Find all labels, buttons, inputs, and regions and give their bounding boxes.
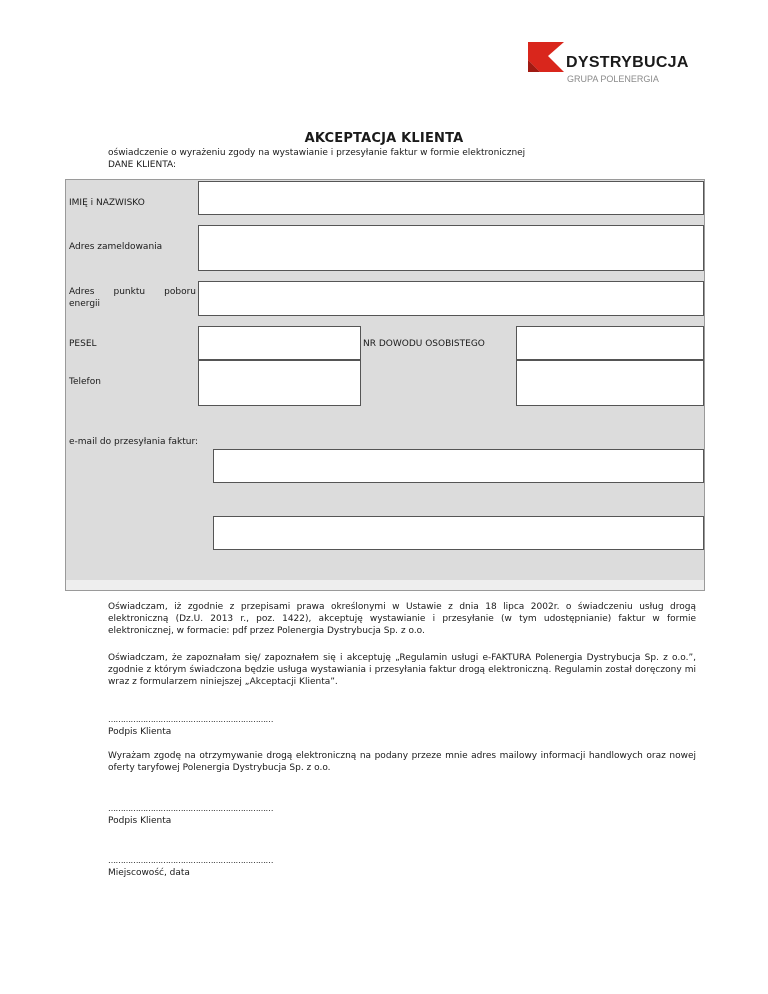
statement-regulations: Oświadczam, że zapoznałam się/ zapoznałem się i akceptuję „Regulamin usługi e-FAKTURA Polenergia Dystrybucja Sp. z o.o.”, zgodnie z którym świadczona będzie usługa wystawiania i przesyłania faktur drogą elektroniczną. Regulamin został doręczony mi wraz z formularzem niniejszej „Akceptacji Klienta”. <box>108 653 696 687</box>
pod-label-line: energii <box>69 299 101 309</box>
place-date-label: Miejscowość, data <box>108 868 190 878</box>
pesel-label: PESEL <box>69 339 97 349</box>
pod-label-line: Adres punktu poboru <box>69 287 196 297</box>
logo-name: DYSTRYBUCJA <box>566 54 689 71</box>
intro-text <box>108 147 525 171</box>
statement-marketing-consent: Wyrażam zgodę na otrzymywanie drogą elektroniczną na podany przeze mnie adres mailowy informacji handlowych oraz nowej oferty taryfowej Polenergia Dystrybucja Sp. z o.o. <box>108 751 696 773</box>
phone-extra-field[interactable] <box>516 360 704 406</box>
signature-line: ………………………………………………………… <box>108 804 273 813</box>
logo-mark-icon <box>528 42 568 86</box>
intro-line: oświadczenie o wyrażeniu zgody na wystawianie i przesyłanie faktur w formie elektronicznej <box>108 148 526 158</box>
page-title: AKCEPTACJA KLIENTA <box>304 131 464 146</box>
signature-label: Podpis Klienta <box>108 727 172 737</box>
name-label: IMIĘ i NAZWISKO <box>69 198 145 208</box>
pesel-field[interactable] <box>198 326 361 360</box>
statement-e-invoice-consent: Oświadczam, iż zgodnie z przepisami prawa określonymi w Ustawie z dnia 18 lipca 2002r. o świadczeniu usług drogą elektroniczną (Dz.U. 2013 r., poz. 1422), akceptuję wystawianie i przesyłanie (w tym udostępnianie) faktur w formie elektronicznej, w formacie: pdf przez Polenergia Dystrybucja Sp. z o.o. <box>108 602 696 636</box>
pod-label <box>69 286 196 310</box>
panel-bottom-strip <box>66 580 704 590</box>
phone-field[interactable] <box>198 360 361 406</box>
email-field[interactable] <box>213 449 704 483</box>
place-date-line: ………………………………………………………… <box>108 856 273 865</box>
signature-line: ………………………………………………………… <box>108 715 273 724</box>
address-field[interactable] <box>198 225 704 271</box>
id-number-field[interactable] <box>516 326 704 360</box>
email-secondary-field[interactable] <box>213 516 704 550</box>
pod-field[interactable] <box>198 281 704 316</box>
email-label: e-mail do przesyłania faktur: <box>69 437 199 447</box>
logo-subtitle: GRUPA POLENERGIA <box>567 74 659 84</box>
customer-data-heading: DANE KLIENTA: <box>108 160 177 170</box>
signature-label: Podpis Klienta <box>108 816 172 826</box>
id-number-label: NR DOWODU OSOBISTEGO <box>363 339 485 349</box>
customer-data-panel <box>65 179 705 591</box>
name-field[interactable] <box>198 181 704 215</box>
company-logo <box>528 42 689 86</box>
address-label: Adres zameldowania <box>69 242 163 252</box>
phone-label: Telefon <box>69 377 101 387</box>
